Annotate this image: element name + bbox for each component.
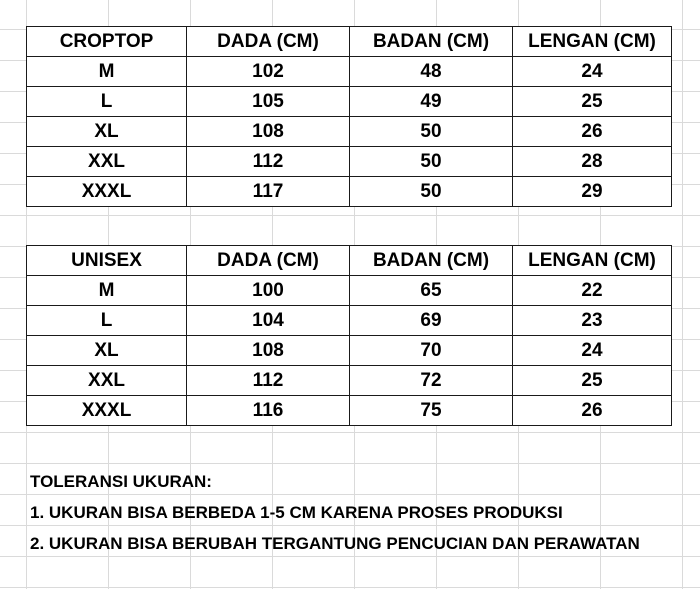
table-row [27, 147, 672, 177]
table-row [27, 177, 672, 207]
table-cell[interactable]: 50 [350, 117, 513, 147]
table-header-row [27, 27, 672, 57]
table-cell[interactable]: 29 [513, 177, 672, 207]
table-cell[interactable]: 112 [187, 147, 350, 177]
table-row [27, 366, 672, 396]
table-cell[interactable]: XXL [27, 147, 187, 177]
table-cell[interactable]: 28 [513, 147, 672, 177]
table-cell[interactable]: 26 [513, 117, 672, 147]
table-cell[interactable]: 116 [187, 396, 350, 426]
header-cell[interactable]: LENGAN (CM) [513, 246, 672, 276]
note-item[interactable]: 1. UKURAN BISA BERBEDA 1-5 CM KARENA PROSES PRODUKSI [30, 503, 563, 522]
table-row [27, 336, 672, 366]
table-row [27, 276, 672, 306]
table-cell[interactable]: 65 [350, 276, 513, 306]
header-cell[interactable]: CROPTOP [27, 27, 187, 57]
table-cell[interactable]: M [27, 57, 187, 87]
table-row [27, 87, 672, 117]
note-item[interactable]: 2. UKURAN BISA BERUBAH TERGANTUNG PENCUCIAN DAN PERAWATAN [30, 534, 640, 553]
table-row [27, 306, 672, 336]
table-cell[interactable]: M [27, 276, 187, 306]
table-cell[interactable]: 69 [350, 306, 513, 336]
table-cell[interactable]: L [27, 306, 187, 336]
notes-title[interactable]: TOLERANSI UKURAN: [30, 472, 212, 491]
table-cell[interactable]: 22 [513, 276, 672, 306]
table-cell[interactable]: 25 [513, 87, 672, 117]
table-cell[interactable]: 25 [513, 366, 672, 396]
header-cell[interactable]: DADA (CM) [187, 27, 350, 57]
table-cell[interactable]: 117 [187, 177, 350, 207]
table-cell[interactable]: 24 [513, 336, 672, 366]
table-cell[interactable]: 50 [350, 147, 513, 177]
unisex-size-table [26, 245, 672, 426]
table-cell[interactable]: 72 [350, 366, 513, 396]
table-header-row [27, 246, 672, 276]
table-cell[interactable]: 100 [187, 276, 350, 306]
table-row [27, 57, 672, 87]
header-cell[interactable]: LENGAN (CM) [513, 27, 672, 57]
table-row [27, 117, 672, 147]
size-tolerance-notes [30, 466, 640, 559]
header-cell[interactable]: BADAN (CM) [350, 27, 513, 57]
table-cell[interactable]: 104 [187, 306, 350, 336]
table-cell[interactable]: L [27, 87, 187, 117]
table-cell[interactable]: XL [27, 336, 187, 366]
croptop-size-table [26, 26, 672, 207]
header-cell[interactable]: BADAN (CM) [350, 246, 513, 276]
table-cell[interactable]: 24 [513, 57, 672, 87]
table-cell[interactable]: 49 [350, 87, 513, 117]
table-row [27, 396, 672, 426]
table-cell[interactable]: 23 [513, 306, 672, 336]
table-cell[interactable]: 112 [187, 366, 350, 396]
table-cell[interactable]: XXL [27, 366, 187, 396]
table-cell[interactable]: 26 [513, 396, 672, 426]
table-cell[interactable]: 48 [350, 57, 513, 87]
table-cell[interactable]: 102 [187, 57, 350, 87]
table-cell[interactable]: 105 [187, 87, 350, 117]
table-cell[interactable]: XXXL [27, 177, 187, 207]
table-cell[interactable]: 50 [350, 177, 513, 207]
table-cell[interactable]: XXXL [27, 396, 187, 426]
table-cell[interactable]: 108 [187, 336, 350, 366]
table-cell[interactable]: 108 [187, 117, 350, 147]
table-cell[interactable]: XL [27, 117, 187, 147]
header-cell[interactable]: UNISEX [27, 246, 187, 276]
table-cell[interactable]: 75 [350, 396, 513, 426]
table-cell[interactable]: 70 [350, 336, 513, 366]
header-cell[interactable]: DADA (CM) [187, 246, 350, 276]
